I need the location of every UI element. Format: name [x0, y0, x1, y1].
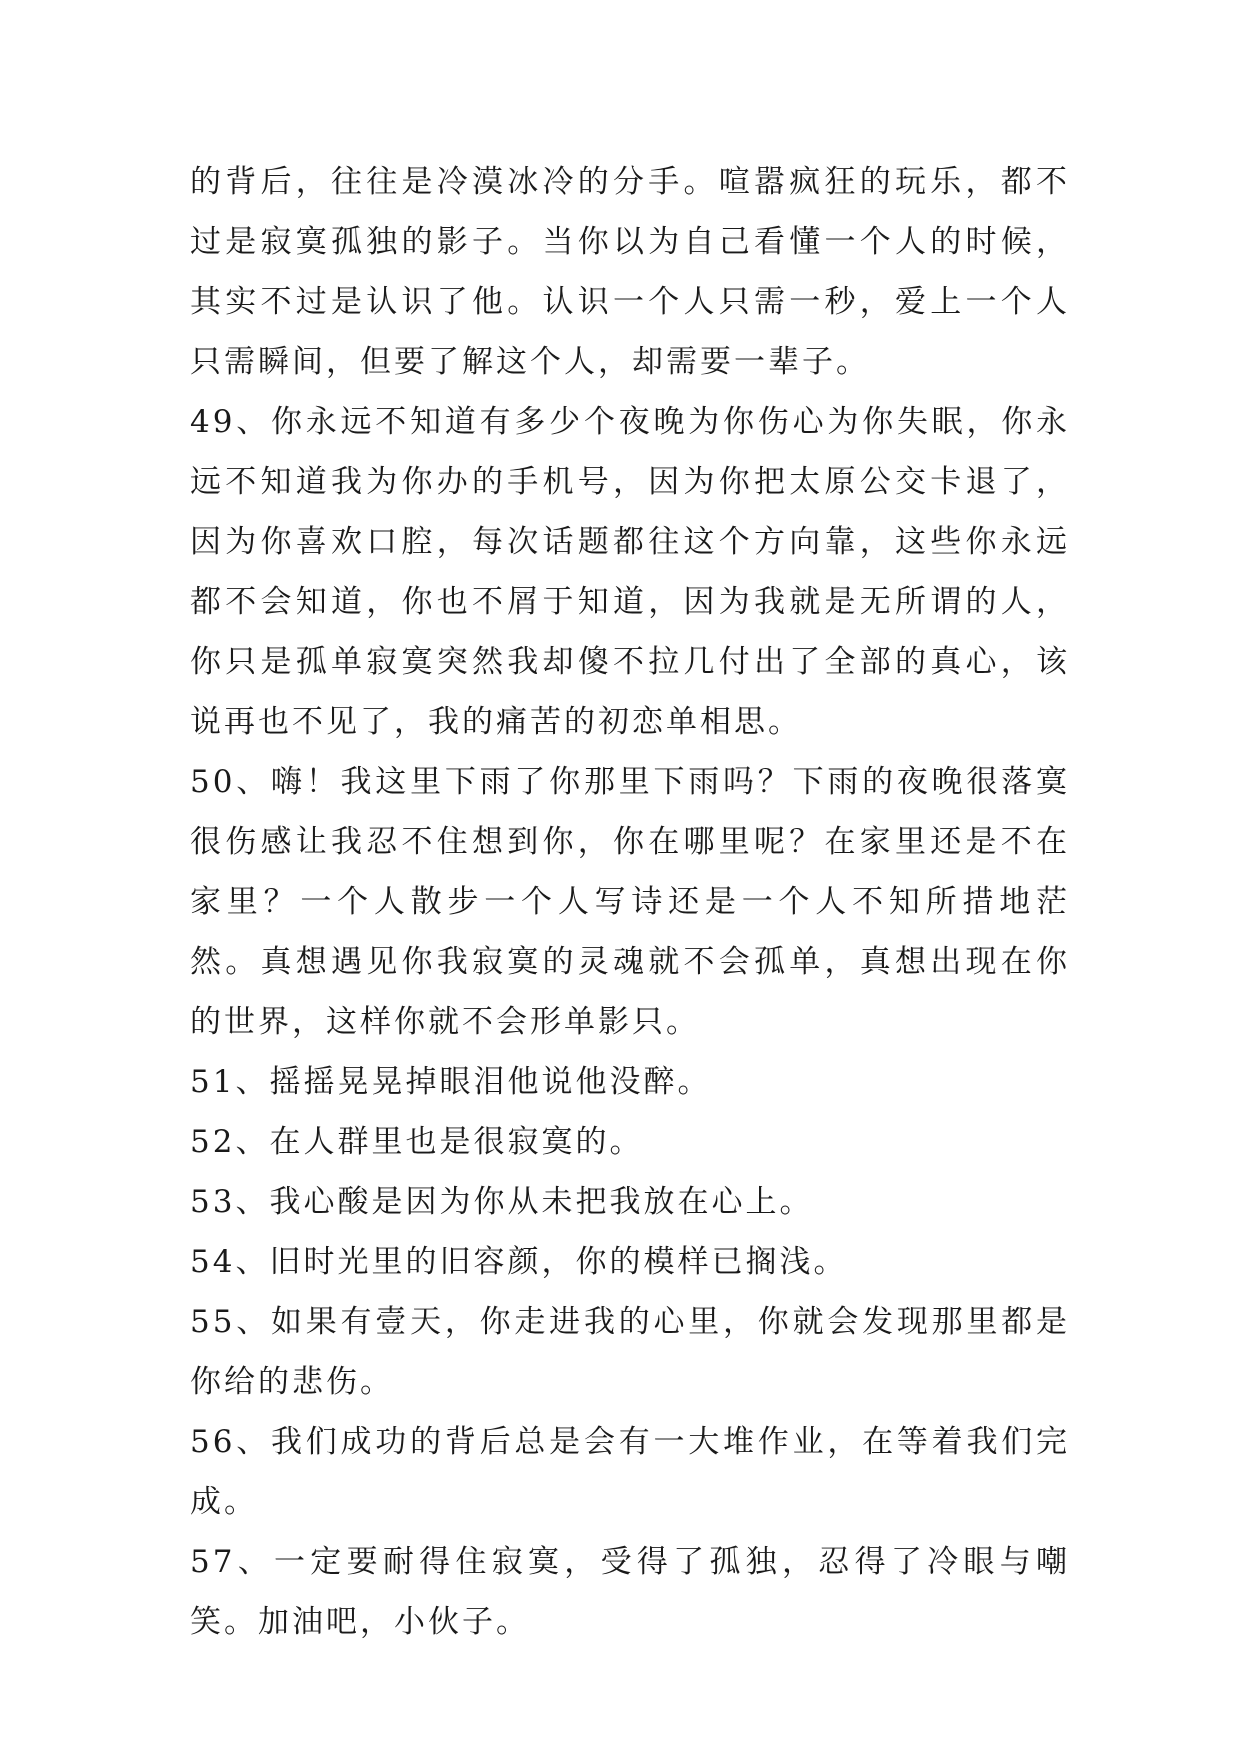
paragraph-49: 49、你永远不知道有多少个夜晚为你伤心为你失眠，你永远不知道我为你办的手机号，因为你把太原公交卡退了，因为你喜欢口腔，每次话题都往这个方向靠，这些你永远都不会知道，你也不屑于知道，因为我就是无所谓的人，你只是孤单寂寞突然我却傻不拉几付出了全部的真心，该说再也不见了，我的痛苦的初恋单相思。: [190, 404, 1070, 740]
paragraph-50: 50、嗨！我这里下雨了你那里下雨吗？下雨的夜晚很落寞很伤感让我忍不住想到你，你在哪里呢？在家里还是不在家里？一个人散步一个人写诗还是一个人不知所措地茫然。真想遇见你我寂寞的灵魂就不会孤单，真想出现在你的世界，这样你就不会形单影只。: [190, 764, 1070, 1040]
paragraph-continuation: 的背后，往往是冷漠冰冷的分手。喧嚣疯狂的玩乐，都不过是寂寞孤独的影子。当你以为自己看懂一个人的时候，其实不过是认识了他。认识一个人只需一秒，爱上一个人只需瞬间，但要了解这个人，却需要一辈子。: [190, 164, 1070, 380]
paragraph-53: 53、我心酸是因为你从未把我放在心上。: [190, 1184, 814, 1220]
document-body: [190, 152, 1070, 1652]
paragraph-57: 57、一定要耐得住寂寞，受得了孤独，忍得了冷眼与嘲笑。加油吧，小伙子。: [190, 1544, 1070, 1640]
paragraph-51: 51、摇摇晃晃掉眼泪他说他没醉。: [190, 1064, 712, 1100]
paragraph-56: 56、我们成功的背后总是会有一大堆作业，在等着我们完成。: [190, 1424, 1070, 1520]
paragraph-55: 55、如果有壹天，你走进我的心里，你就会发现那里都是你给的悲伤。: [190, 1304, 1070, 1400]
paragraph-54: 54、旧时光里的旧容颜，你的模样已搁浅。: [190, 1244, 848, 1280]
paragraph-52: 52、在人群里也是很寂寞的。: [190, 1124, 644, 1160]
